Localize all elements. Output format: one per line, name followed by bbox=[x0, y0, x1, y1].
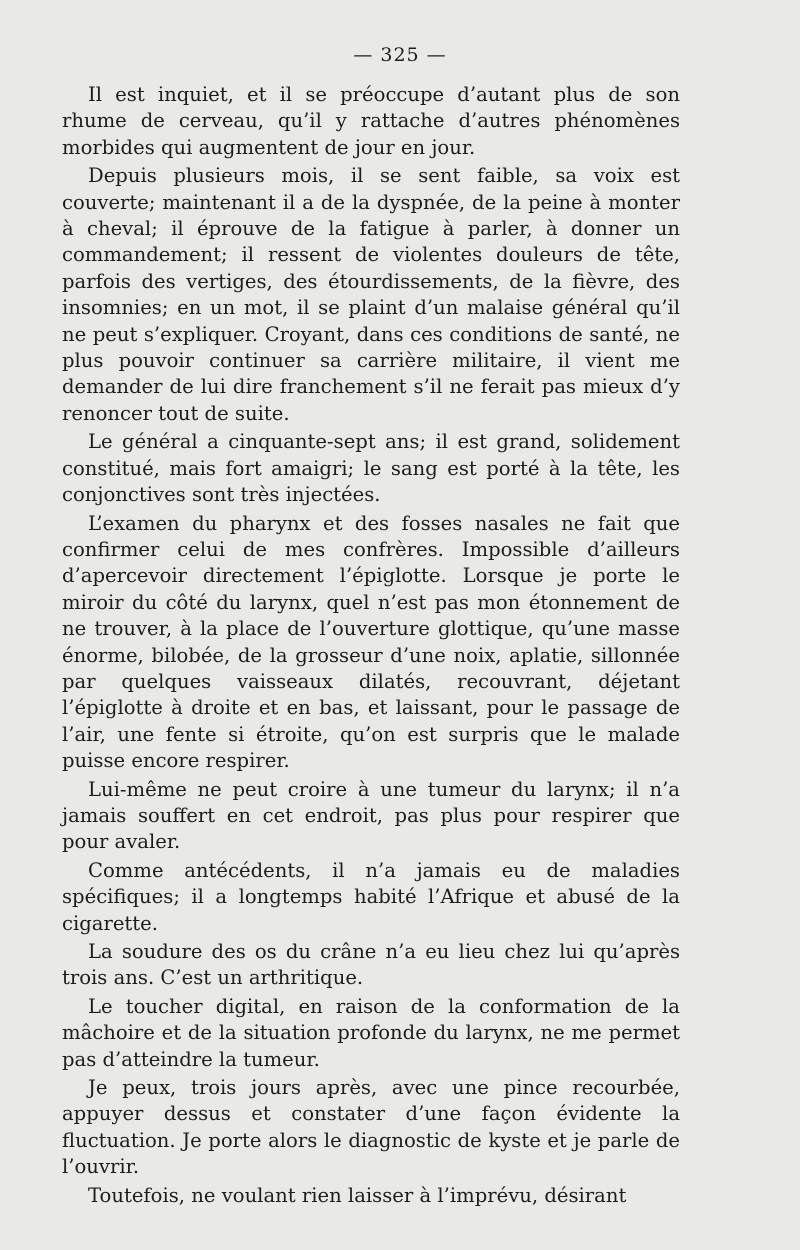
body-text bbox=[62, 82, 680, 1209]
paragraph-1: Il est inquiet, et il se préoccupe d’autant plus de son rhume de cerveau, qu’il y rattache d’autres phénomènes morbides qui augmentent de jour en jour. bbox=[62, 83, 680, 159]
paragraph-10: Toutefois, ne voulant rien laisser à l’imprévu, désirant bbox=[88, 1183, 627, 1207]
paragraph-4: L’examen du pharynx et des fosses nasales ne fait que confirmer celui de mes confrères. Impossible d’ailleurs d’apercevoir directement l’épiglotte. Lorsque je porte le miroir du côté du larynx, quel n’est pas mon étonnement de ne trouver, à la place de l’ouverture glottique, qu’une masse énorme, bilobée, de la grosseur d’une noix, aplatie, sillonnée par quelques vaisseaux dilatés, recouvrant, déjetant l’épiglotte à droite et en bas, et laissant, pour le passage de l’air, une fente si étroite, qu’on est surpris que le malade puisse encore respirer. bbox=[62, 511, 680, 773]
paragraph-5: Lui-même ne peut croire à une tumeur du larynx; il n’a jamais souffert en cet endroit, pas plus pour respirer que pour avaler. bbox=[62, 777, 680, 854]
paragraph-3: Le général a cinquante-sept ans; il est grand, solidement constitué, mais fort amaigri; le sang est porté à la tête, les conjonctives sont très injectées. bbox=[62, 430, 680, 507]
paragraph-7: La soudure des os du crâne n’a eu lieu chez lui qu’après trois ans. C’est un arthritique. bbox=[62, 940, 680, 990]
paragraph-2: Depuis plusieurs mois, il se sent faible, sa voix est couverte; maintenant il a de la dyspnée, de la peine à monter à cheval; il éprouve de la fatigue à parler, à donner un commandement; il ressent de violentes douleurs de tête, parfois des vertiges, des étourdissements, de la fièvre, des insomnies; en un mot, il se plaint d’un malaise général qu’il ne peut s’expliquer. Croyant, dans ces conditions de santé, ne plus pouvoir continuer sa carrière militaire, il vient me demander de lui dire franchement s’il ne ferait pas mieux d’y renoncer tout de suite. bbox=[62, 164, 680, 425]
page-number: — 325 — bbox=[353, 44, 447, 66]
paragraph-8: Le toucher digital, en raison de la conformation de la mâchoire et de la situation profonde du larynx, ne me permet pas d’atteindre la tumeur. bbox=[62, 994, 680, 1071]
paragraph-6: Comme antécédents, il n’a jamais eu de maladies spécifiques; il a longtemps habité l’Afrique et abusé de la cigarette. bbox=[62, 858, 680, 935]
paragraph-9: Je peux, trois jours après, avec une pince recourbée, appuyer dessus et constater d’une façon évidente la fluctuation. Je porte alors le diagnostic de kyste et je parle de l’ouvrir. bbox=[62, 1076, 680, 1179]
